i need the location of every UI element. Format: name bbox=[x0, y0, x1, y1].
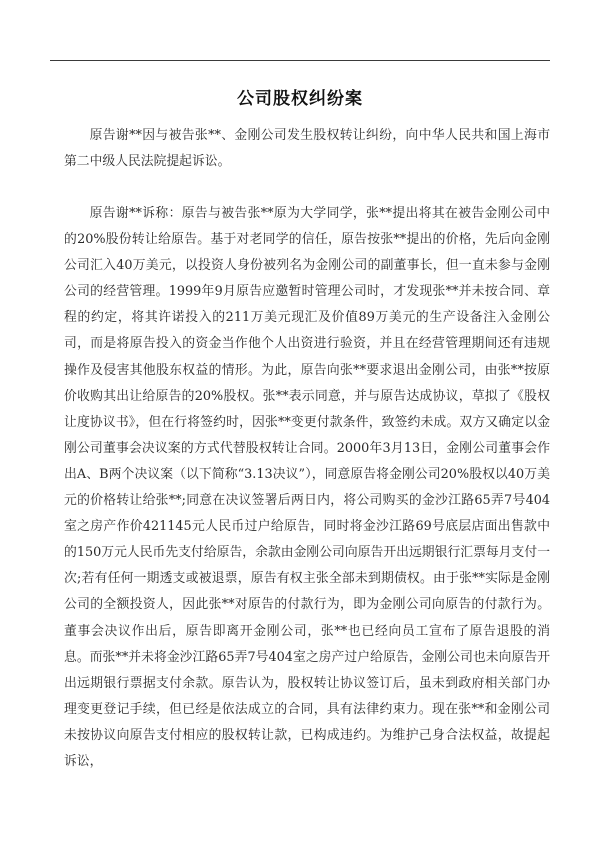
paragraph-plaintiff-claim: 原告谢**诉称：原告与被告张**原为大学同学，张**提出将其在被告金刚公司中的20%股份转让给原告。基于对老同学的信任，原告按张**提出的价格，先后向金刚公司汇入40万美元，以投资人身份被列名为金刚公司的副董事长，但一直未参与金刚公司的经营管理。1999年9月原告应邀暂时管理公司时，才发现张**并未按合同、章程的约定，将其许诺投入的211万美元现汇及价值89万美元的生产设备注入金刚公司，而是将原告投入的资金当作他个人出资进行验资，并且在经营管理期间还有违规操作及侵害其他股东权益的情形。为此，原告向张**要求退出金刚公司，由张**按原价收购其出让给原告的20%股权。张**表示同意，并与原告达成协议，草拟了《股权让度协议书》，但在行将签约时，因张**变更付款条件，致签约未成。双方又确定以金刚公司董事会决议案的方式代替股权转让合同。2000年3月13日，金刚公司董事会作出A、B两个决议案（以下简称“3.13决议”），同意原告将金刚公司20%股权以40万美元的价格转让给张**;同意在决议签署后两日内，将公司购买的金沙江路65弄7号404室之房产作价421145元人民币过户给原告，同时将金沙江路69号底层店面出售款中的150万元人民币先支付给原告，余款由金刚公司向原告开出远期银行汇票每月支付一次;若有任何一期透支或被退票，原告有权主张全部未到期债权。由于张**实际是金刚公司的全额投资人，因此张**对原告的付款行为，即为金刚公司向原告的付款行为。董事会决议作出后，原告即离开金刚公司，张**也已经向员工宣布了原告退股的消息。而张**并未将金沙江路65弄7号404室之房产过户给原告，金刚公司也未向原告开出远期银行票据支付余款。原告认为，股权转让协议签订后，虽未到政府相关部门办理变更登记手续，但已经是依法成立的合同，具有法律约束力。现在张**和金刚公司未按协议向原告支付相应的股权转让款，已构成违约。为维护己身合法权益，故提起诉讼， bbox=[64, 206, 550, 769]
header-rule bbox=[50, 60, 550, 61]
paragraph-intro: 原告谢**因与被告张**、金刚公司发生股权转让纠纷，向中华人民共和国上海市第二中级人民法院提起诉讼。 bbox=[64, 128, 550, 170]
document-title: 公司股权纠纷案 bbox=[237, 89, 363, 109]
